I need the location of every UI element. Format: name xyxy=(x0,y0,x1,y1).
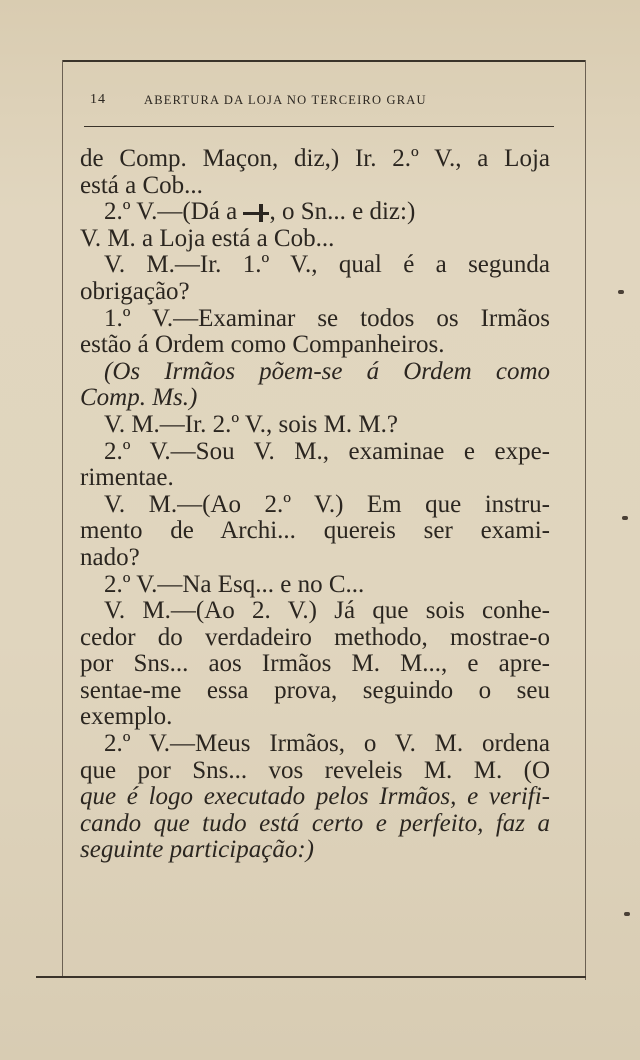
page-body xyxy=(80,146,550,864)
text-line: 2.º V.—Sou V. M., examinae e expe- xyxy=(104,437,550,465)
text-line: V. M.—(Ao 2. V.) Já que sois conhe- xyxy=(104,597,550,625)
text-line: V. M.—Ir. 2.º V., sois M. M.? xyxy=(104,410,398,438)
text-line: Comp. Ms.) xyxy=(80,384,198,412)
frame-left-rule xyxy=(62,60,63,978)
text-line: por Sns... aos Irmãos M. M..., e apre- xyxy=(80,650,550,678)
cross-symbol-icon xyxy=(243,208,269,218)
text-line: nado? xyxy=(80,543,140,571)
text-line: V. M.—(Ao 2.º V.) Em que instru- xyxy=(104,490,550,518)
text-line: 2.º V.—Na Esq... e no C... xyxy=(104,570,365,598)
frame-bottom-rule xyxy=(36,976,586,978)
running-head: ABERTURA DA LOJA NO TERCEIRO GRAU xyxy=(144,93,427,107)
text-line: obrigação? xyxy=(80,277,190,305)
text-line: V. M. a Loja está a Cob... xyxy=(80,224,335,252)
header-rule xyxy=(84,126,554,127)
text-line: seguinte participação:) xyxy=(80,836,314,864)
text-line: cedor do verdadeiro methodo, mostrae-o xyxy=(80,623,550,651)
text-line: que é logo executado pelos Irmãos, e verifi- xyxy=(80,783,550,811)
text-line: 2.º V.—Meus Irmãos, o V. M. ordena xyxy=(104,730,550,758)
text-segment: 2.º V.—(Dá a xyxy=(104,198,238,226)
page-header xyxy=(90,92,510,114)
text-line: exemplo. xyxy=(80,703,173,731)
text-line: sentae-me essa prova, seguindo o seu xyxy=(80,676,550,704)
text-line: mento de Archi... quereis ser exami- xyxy=(80,517,550,545)
paper-speck xyxy=(618,290,624,294)
text-segment: , o Sn... e diz:) xyxy=(269,198,416,226)
text-line: 1.º V.—Examinar se todos os Irmãos xyxy=(104,304,550,332)
text-line: está a Cob... xyxy=(80,171,203,199)
text-line: rimentae. xyxy=(80,464,174,492)
text-line: V. M.—Ir. 1.º V., qual é a segunda xyxy=(104,251,550,279)
frame-top-rule xyxy=(62,60,586,62)
text-line: estão á Ordem como Companheiros. xyxy=(80,331,445,359)
text-line: (Os Irmãos põem-se á Ordem como xyxy=(104,357,550,385)
text-line: de Comp. Maçon, diz,) Ir. 2.º V., a Loja xyxy=(80,145,550,172)
text-line: cando que tudo está certo e perfeito, faz a xyxy=(80,809,550,837)
page-number: 14 xyxy=(90,92,106,107)
text-line: que por Sns... vos reveleis M. M. (O xyxy=(80,756,550,784)
frame-right-rule xyxy=(585,60,586,980)
paper-speck xyxy=(622,516,628,520)
paper-speck xyxy=(624,912,630,916)
text-line xyxy=(80,199,550,226)
